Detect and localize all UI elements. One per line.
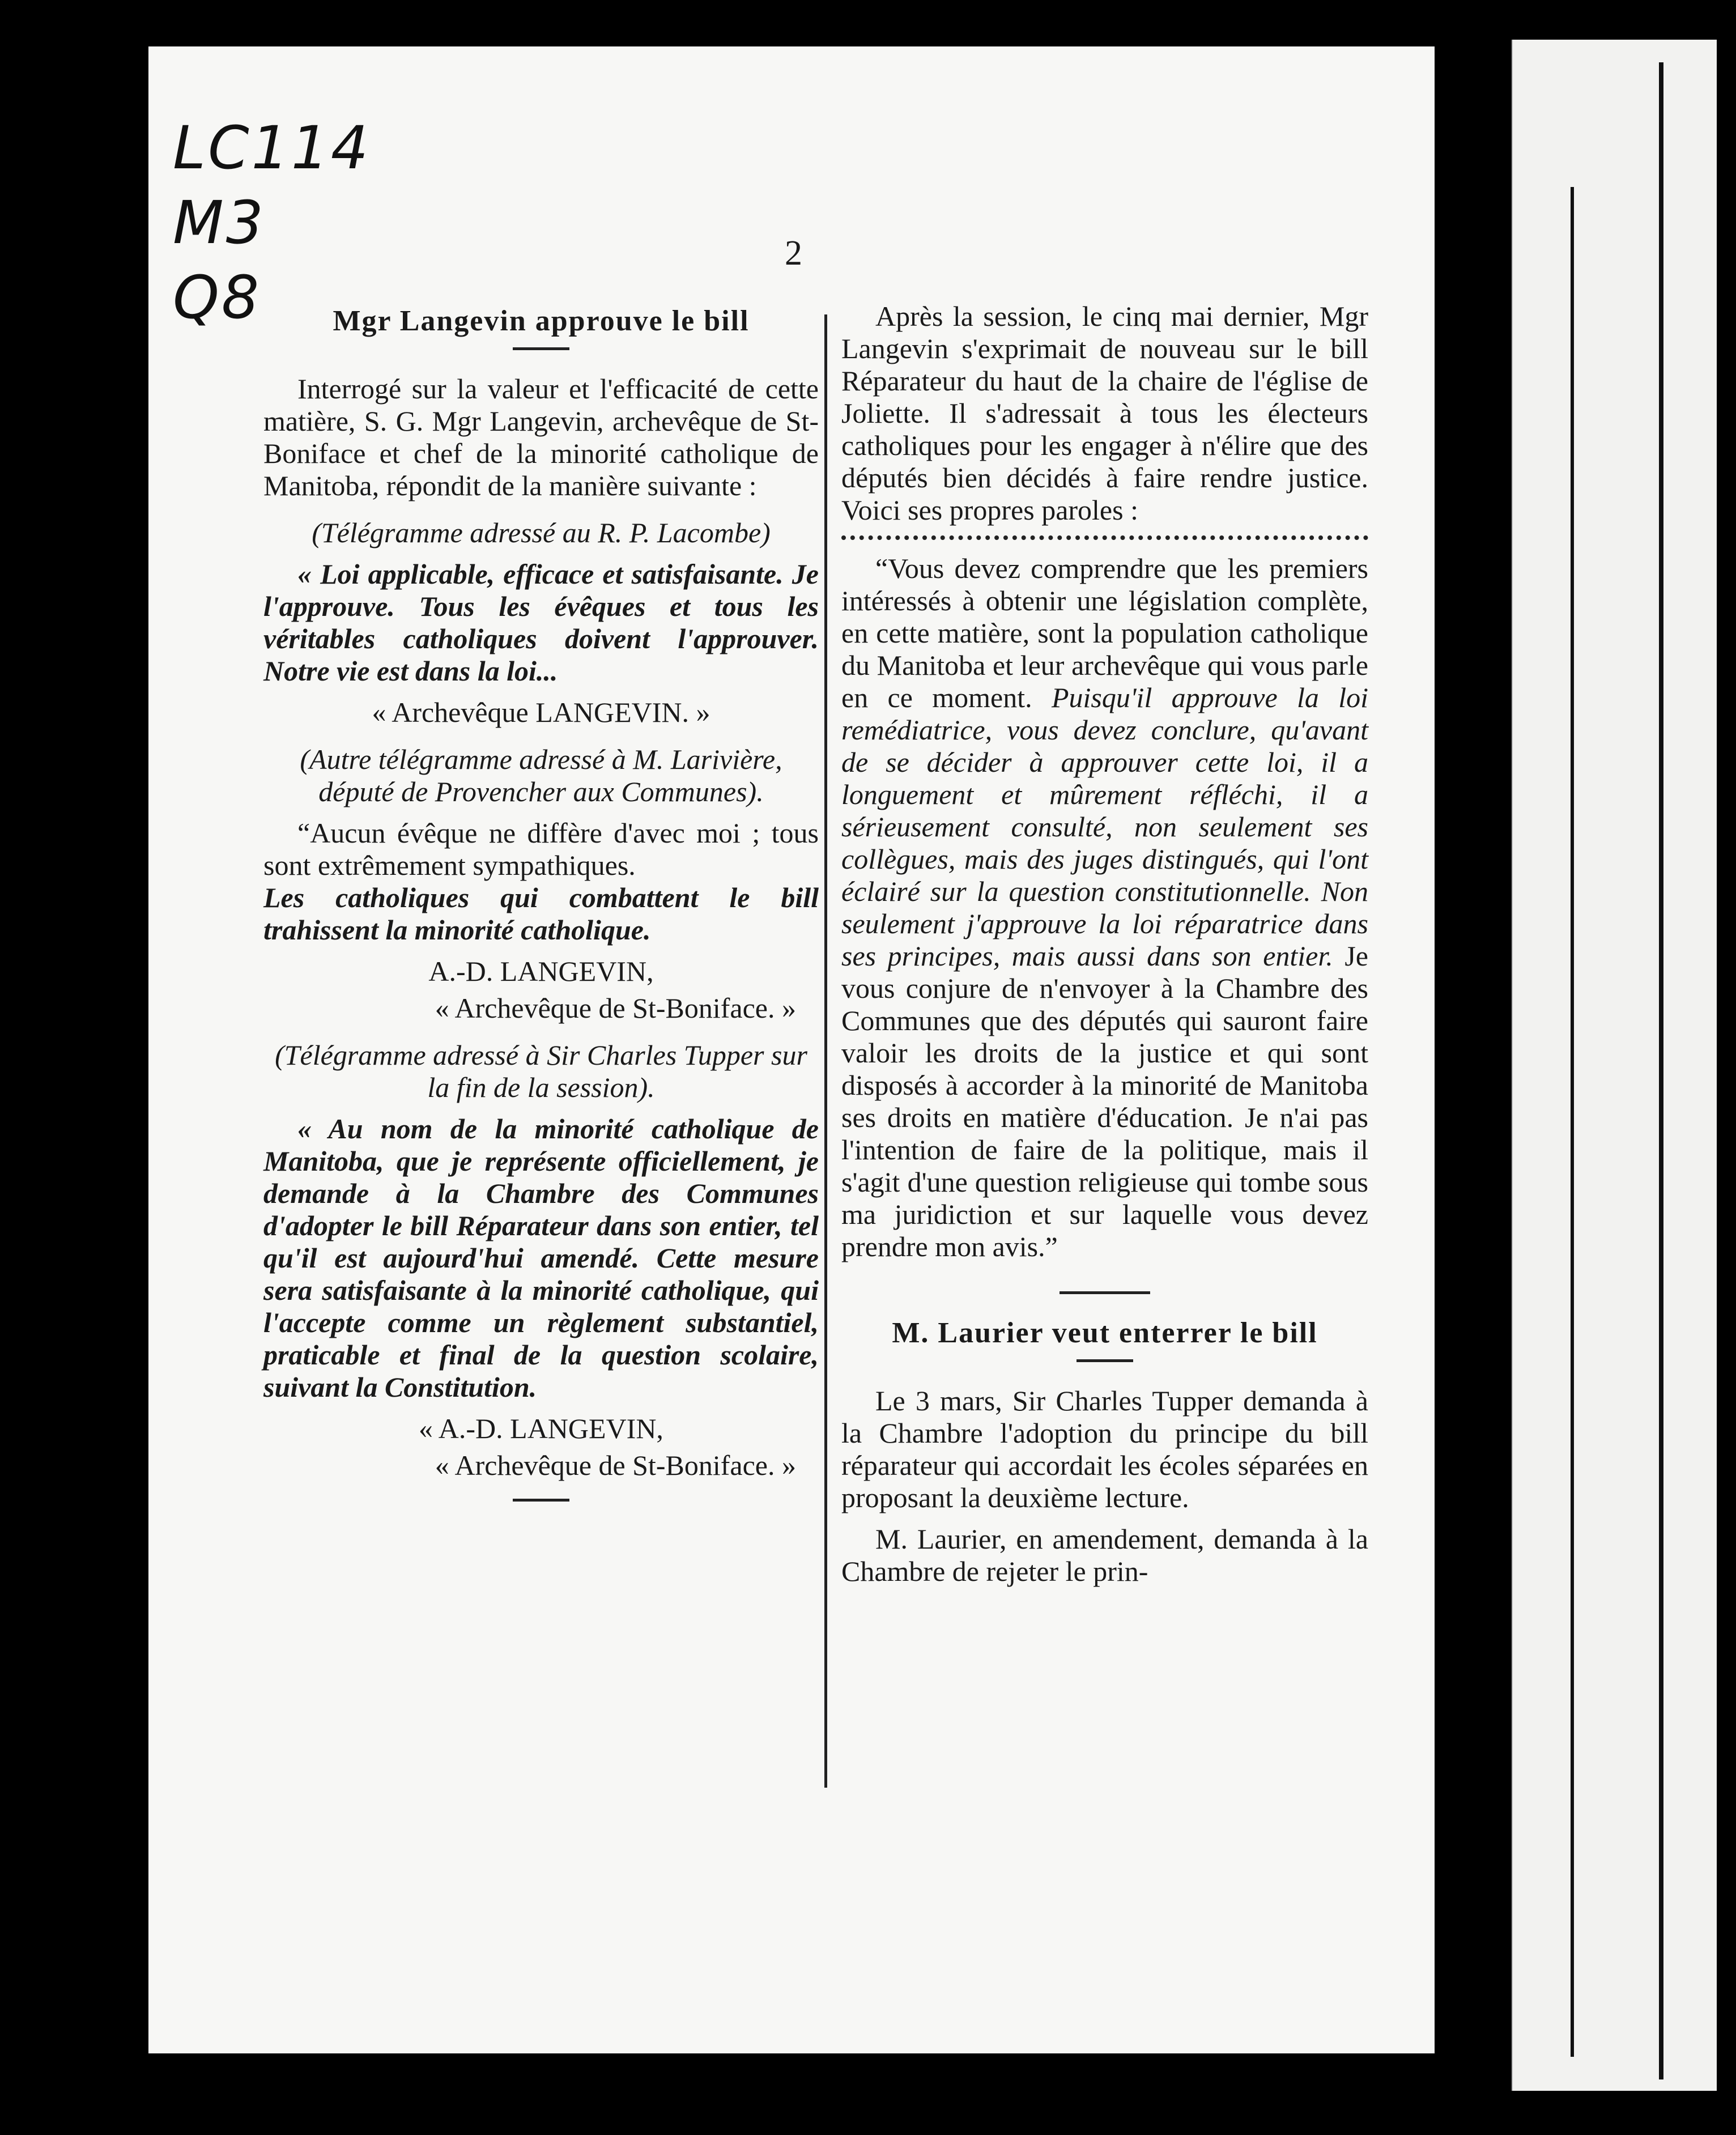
telegram3-caption: (Télégramme adressé à Sir Charles Tupper sur la fin de la session). bbox=[275, 1039, 807, 1103]
facing-page-edge bbox=[1512, 40, 1717, 2091]
joliette-quote bbox=[841, 552, 1368, 1263]
rule-end bbox=[513, 1499, 569, 1502]
laurier-paragraph: M. Laurier, en amendement, demanda à la Chambre de rejeter le prin- bbox=[841, 1523, 1368, 1587]
quote-end: Je vous conjure de n'envoyer à la Chambre des Communes que des députés qui sauront faire valoir les droits de la justice et qui sont disposés à accorder à la minorité de Manitoba ses droits en matière d'éducation. Je n'ai pas l'intention de faire de la politique, mais il s'agit d'une question religieuse qui tombe sous ma juridiction et sur laquelle vous devez prendre mon avis.” bbox=[841, 940, 1368, 1262]
telegram2-signature-name: A.-D. LANGEVIN, bbox=[428, 955, 654, 987]
left-column bbox=[263, 300, 819, 1524]
telegram2-quote-bold: Les catholiques qui combattent le bill trahissent la minorité catholique. bbox=[263, 882, 819, 946]
intro-paragraph: Interrogé sur la valeur et l'efficacité de cette matière, S. G. Mgr Langevin, archevêque de St-Boniface et chef de la minorité catholique de Manitoba, répondit de la manière suivante : bbox=[263, 373, 819, 501]
handwritten-line-1: LC114 bbox=[173, 113, 371, 182]
telegram2-signature-title: « Archevêque de St-Boniface. » bbox=[435, 992, 796, 1024]
page-number: 2 bbox=[785, 234, 802, 273]
telegram3-signature-name: « A.-D. LANGEVIN, bbox=[419, 1413, 663, 1444]
handwritten-line-3: Q8 bbox=[173, 263, 262, 332]
right-column bbox=[841, 300, 1368, 1597]
rule bbox=[1060, 1291, 1150, 1294]
handwritten-line-2: M3 bbox=[173, 188, 266, 257]
joliette-paragraph: Après la session, le cinq mai dernier, Mgr Langevin s'exprimait de nouveau sur le bill Réparateur du haut de la chaire de l'église de Joliette. Il s'adressait à tous les électeurs catholiques pour les engager à n'élire que des députés bien décidés à faire rendre justice. Voici ses propres paroles : bbox=[841, 300, 1368, 526]
rule bbox=[1077, 1359, 1133, 1362]
telegram1-quote: « Loi applicable, efficace et satisfaisante. Je l'approuve. Tous les évêques et tous les véritables catholiques doivent l'approuver. Notre vie est dans la loi... bbox=[263, 558, 819, 687]
quote-italic: Puisqu'il approuve la loi remédiatrice, vous devez conclure, qu'avant de se décider à approuver cette loi, il a longuement et mûrement réfléchi, il a sérieusement consulté, non seulement ses collègues, mais des juges distingués, qui l'ont éclairé sur la question constitutionnelle. Non seulement j'approuve la loi réparatrice dans ses principes, mais aussi dans son entier. bbox=[841, 682, 1369, 972]
column-divider bbox=[824, 314, 827, 1788]
telegram1-signature: « Archevêque LANGEVIN. » bbox=[372, 696, 710, 728]
telegram3-signature-title: « Archevêque de St-Boniface. » bbox=[435, 1449, 796, 1481]
dotted-rule bbox=[841, 535, 1368, 540]
telegram3-quote: « Au nom de la minorité catholique de Manitoba, que je représente officiellement, je demande à la Chambre des Communes d'adopter le bill Réparateur dans son entier, tel qu'il est aujourd'hui amendé. Cette mesure sera satisfaisante à la minorité catholique, qui l'accepte comme un règlement substantiel, praticable et final de la question scolaire, suivant la Constitution. bbox=[263, 1113, 819, 1403]
tupper-paragraph: Le 3 mars, Sir Charles Tupper demanda à la Chambre l'adoption du principe du bill réparateur qui accordait les écoles séparées en proposant la deuxième lecture. bbox=[841, 1385, 1368, 1513]
quote-start: “Vous devez comprendre que les premiers intéressés à obtenir une législation complète, en cette matière, sont la population catholique du Manitoba et leur archevêque qui vous parle en ce moment. bbox=[841, 552, 1368, 713]
heading-laurier: M. Laurier veut enterrer le bill bbox=[892, 1317, 1318, 1349]
telegram2-caption: (Autre télégramme adressé à M. Larivière, député de Provencher aux Communes). bbox=[300, 743, 782, 807]
rule bbox=[513, 347, 569, 350]
heading-langevin: Mgr Langevin approuve le bill bbox=[333, 305, 750, 337]
telegram1-caption: (Télégramme adressé au R. P. Lacombe) bbox=[312, 517, 771, 548]
telegram2-quote: “Aucun évêque ne diffère d'avec moi ; tous sont extrêmement sympathiques. bbox=[263, 817, 819, 881]
